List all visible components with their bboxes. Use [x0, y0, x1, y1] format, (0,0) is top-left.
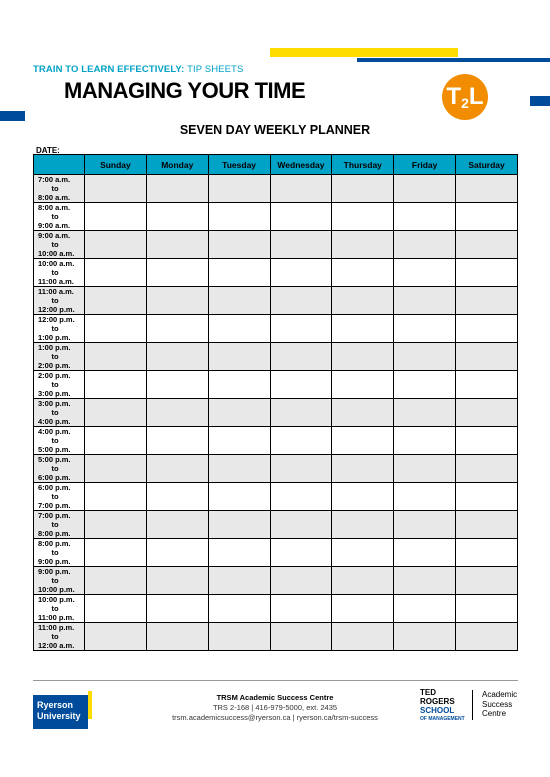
planner-cell-thursday[interactable]: [332, 259, 394, 287]
planner-cell-tuesday[interactable]: [208, 343, 270, 371]
planner-cell-monday[interactable]: [146, 539, 208, 567]
planner-cell-sunday[interactable]: [85, 259, 147, 287]
planner-cell-sunday[interactable]: [85, 511, 147, 539]
time-slot-start: 1:00 p.m.: [38, 343, 71, 352]
planner-cell-saturday[interactable]: [456, 427, 518, 455]
table-row: [34, 343, 518, 371]
planner-cell-tuesday[interactable]: [208, 483, 270, 511]
planner-cell-sunday[interactable]: [85, 315, 147, 343]
management-text: OF MANAGEMENT: [420, 716, 465, 722]
table-row: [34, 511, 518, 539]
planner-cell-tuesday[interactable]: [208, 567, 270, 595]
planner-cell-saturday[interactable]: [456, 567, 518, 595]
ryerson-line1: Ryerson: [37, 700, 74, 710]
planner-cell-thursday[interactable]: [332, 231, 394, 259]
time-slot-label: [34, 511, 85, 539]
day-header-saturday: Saturday: [456, 155, 518, 175]
planner-cell-tuesday[interactable]: [208, 399, 270, 427]
planner-cell-saturday[interactable]: [456, 259, 518, 287]
planner-cell-monday[interactable]: [146, 287, 208, 315]
ted-text: TED: [420, 688, 436, 697]
planner-cell-wednesday[interactable]: [270, 623, 332, 651]
time-slot-end: 8:00 a.m.: [38, 193, 71, 202]
time-slot-mid: to: [51, 492, 59, 501]
planner-cell-sunday[interactable]: [85, 455, 147, 483]
school-text: SCHOOL: [420, 706, 455, 715]
planner-cell-thursday[interactable]: [332, 595, 394, 623]
time-slot-mid: to: [51, 324, 59, 333]
planner-cell-saturday[interactable]: [456, 371, 518, 399]
planner-cell-monday[interactable]: [146, 175, 208, 203]
planner-cell-friday[interactable]: [394, 455, 456, 483]
planner-cell-thursday[interactable]: [332, 427, 394, 455]
time-slot-end: 1:00 p.m.: [38, 333, 71, 342]
planner-cell-friday[interactable]: [394, 399, 456, 427]
day-header-sunday: Sunday: [85, 155, 147, 175]
time-slot-start: 2:00 p.m.: [38, 371, 71, 380]
time-slot-label: [34, 399, 85, 427]
planner-cell-friday[interactable]: [394, 175, 456, 203]
time-slot-start: 10:00 a.m.: [38, 259, 75, 268]
time-slot-mid: to: [51, 436, 59, 445]
table-row: [34, 539, 518, 567]
left-blue-bar: [0, 111, 25, 121]
planner-cell-monday[interactable]: [146, 399, 208, 427]
planner-cell-wednesday[interactable]: [270, 427, 332, 455]
planner-cell-thursday[interactable]: [332, 511, 394, 539]
time-slot-label: [34, 175, 85, 203]
planner-cell-friday[interactable]: [394, 539, 456, 567]
planner-cell-tuesday[interactable]: [208, 203, 270, 231]
planner-cell-friday[interactable]: [394, 231, 456, 259]
planner-cell-sunday[interactable]: [85, 203, 147, 231]
planner-cell-saturday[interactable]: [456, 595, 518, 623]
planner-cell-monday[interactable]: [146, 259, 208, 287]
table-row: [34, 287, 518, 315]
planner-cell-monday[interactable]: [146, 427, 208, 455]
planner-cell-monday[interactable]: [146, 203, 208, 231]
contact-line: TRS 2-168 | 416-979-5000, ext. 2435: [212, 703, 338, 712]
planner-cell-wednesday[interactable]: [270, 539, 332, 567]
logo-t: T: [446, 83, 462, 110]
planner-cell-monday[interactable]: [146, 511, 208, 539]
time-slot-mid: to: [51, 352, 59, 361]
planner-cell-monday[interactable]: [146, 371, 208, 399]
planner-cell-thursday[interactable]: [332, 483, 394, 511]
planner-cell-wednesday[interactable]: [270, 371, 332, 399]
planner-cell-tuesday[interactable]: [208, 259, 270, 287]
time-slot-mid: to: [51, 520, 59, 529]
planner-cell-tuesday[interactable]: [208, 427, 270, 455]
planner-cell-monday[interactable]: [146, 567, 208, 595]
time-slot-label: [34, 539, 85, 567]
time-slot-end: 10:00 a.m.: [38, 249, 75, 258]
footer-divider: [33, 680, 518, 681]
planner-cell-thursday[interactable]: [332, 343, 394, 371]
time-slot-mid: to: [51, 464, 59, 473]
day-header-tuesday: Tuesday: [208, 155, 270, 175]
planner-cell-wednesday[interactable]: [270, 455, 332, 483]
header-kicker: [33, 64, 243, 75]
planner-cell-thursday[interactable]: [332, 371, 394, 399]
planner-cell-wednesday[interactable]: [270, 175, 332, 203]
ryerson-logo: [33, 695, 88, 729]
planner-cell-tuesday[interactable]: [208, 371, 270, 399]
table-row: [34, 483, 518, 511]
table-row: [34, 203, 518, 231]
planner-cell-monday[interactable]: [146, 455, 208, 483]
time-slot-start: 9:00 p.m.: [38, 567, 71, 576]
time-slot-mid: to: [51, 576, 59, 585]
time-slot-start: 11:00 a.m.: [38, 287, 74, 296]
planner-cell-wednesday[interactable]: [270, 315, 332, 343]
time-slot-mid: to: [51, 240, 59, 249]
time-slot-mid: to: [51, 604, 59, 613]
planner-cell-friday[interactable]: [394, 511, 456, 539]
table-row: [34, 371, 518, 399]
centre-name: TRSM Academic Success Centre: [216, 693, 334, 702]
time-slot-label: [34, 259, 85, 287]
planner-cell-friday[interactable]: [394, 371, 456, 399]
planner-cell-sunday[interactable]: [85, 175, 147, 203]
logo-divider: [472, 690, 473, 720]
planner-cell-tuesday[interactable]: [208, 287, 270, 315]
time-slot-end: 10:00 p.m.: [38, 585, 75, 594]
right-blue-bar: [530, 96, 550, 106]
time-slot-end: 8:00 p.m.: [38, 529, 71, 538]
time-slot-start: 3:00 p.m.: [38, 399, 71, 408]
weekly-planner-table: [33, 154, 518, 651]
planner-cell-tuesday[interactable]: [208, 175, 270, 203]
time-slot-label: [34, 343, 85, 371]
time-slot-label: [34, 371, 85, 399]
planner-cell-monday[interactable]: [146, 595, 208, 623]
table-row: [34, 175, 518, 203]
planner-cell-saturday[interactable]: [456, 399, 518, 427]
time-slot-start: 8:00 a.m.: [38, 203, 71, 212]
time-slot-start: 11:00 p.m.: [38, 623, 75, 632]
planner-cell-sunday[interactable]: [85, 567, 147, 595]
ryerson-line2: University: [37, 711, 81, 721]
planner-cell-monday[interactable]: [146, 483, 208, 511]
top-yellow-bar: [270, 48, 458, 57]
planner-cell-tuesday[interactable]: [208, 315, 270, 343]
time-slot-mid: to: [51, 184, 59, 193]
time-slot-mid: to: [51, 268, 59, 277]
ryerson-yellow-bar: [88, 691, 92, 719]
planner-cell-thursday[interactable]: [332, 175, 394, 203]
planner-cell-sunday[interactable]: [85, 399, 147, 427]
time-slot-label: [34, 595, 85, 623]
time-slot-end: 2:00 p.m.: [38, 361, 71, 370]
time-slot-start: 5:00 p.m.: [38, 455, 71, 464]
planner-cell-thursday[interactable]: [332, 287, 394, 315]
planner-cell-sunday[interactable]: [85, 287, 147, 315]
planner-cell-friday[interactable]: [394, 343, 456, 371]
t2l-logo: [442, 74, 488, 120]
planner-cell-saturday[interactable]: [456, 175, 518, 203]
planner-cell-wednesday[interactable]: [270, 343, 332, 371]
planner-cell-saturday[interactable]: [456, 539, 518, 567]
planner-cell-thursday[interactable]: [332, 315, 394, 343]
time-slot-label: [34, 287, 85, 315]
table-row: [34, 399, 518, 427]
planner-cell-saturday[interactable]: [456, 231, 518, 259]
time-slot-start: 8:00 p.m.: [38, 539, 71, 548]
logo-l: L: [468, 83, 484, 110]
planner-cell-friday[interactable]: [394, 259, 456, 287]
ted-rogers-logo: [420, 688, 465, 724]
time-slot-mid: to: [51, 408, 59, 417]
time-slot-mid: to: [51, 380, 59, 389]
time-slot-start: 4:00 p.m.: [38, 427, 71, 436]
acad-line3: Centre: [482, 709, 507, 718]
time-slot-label: [34, 455, 85, 483]
time-slot-end: 11:00 p.m.: [38, 613, 75, 622]
time-slot-mid: to: [51, 632, 59, 641]
logo-sub: 2: [461, 95, 469, 111]
planner-cell-friday[interactable]: [394, 427, 456, 455]
planner-cell-saturday[interactable]: [456, 623, 518, 651]
time-slot-end: 5:00 p.m.: [38, 445, 71, 454]
kicker-bold: TRAIN TO LEARN EFFECTIVELY:: [33, 64, 185, 75]
planner-cell-saturday[interactable]: [456, 203, 518, 231]
planner-cell-wednesday[interactable]: [270, 259, 332, 287]
planner-cell-friday[interactable]: [394, 203, 456, 231]
planner-cell-thursday[interactable]: [332, 623, 394, 651]
planner-cell-sunday[interactable]: [85, 623, 147, 651]
time-slot-label: [34, 231, 85, 259]
time-slot-mid: to: [51, 296, 59, 305]
planner-cell-saturday[interactable]: [456, 287, 518, 315]
planner-cell-saturday[interactable]: [456, 455, 518, 483]
table-row: [34, 427, 518, 455]
table-row: [34, 623, 518, 651]
time-slot-start: 9:00 a.m.: [38, 231, 71, 240]
planner-cell-sunday[interactable]: [85, 231, 147, 259]
acad-line2: Success: [482, 699, 513, 709]
planner-cell-tuesday[interactable]: [208, 511, 270, 539]
planner-cell-monday[interactable]: [146, 623, 208, 651]
time-slot-label: [34, 315, 85, 343]
table-row: [34, 567, 518, 595]
planner-cell-wednesday[interactable]: [270, 203, 332, 231]
planner-cell-tuesday[interactable]: [208, 623, 270, 651]
academic-success-centre-logo: [482, 690, 517, 719]
planner-cell-tuesday[interactable]: [208, 455, 270, 483]
planner-cell-saturday[interactable]: [456, 343, 518, 371]
time-slot-end: 9:00 p.m.: [38, 557, 71, 566]
table-row: [34, 259, 518, 287]
planner-cell-friday[interactable]: [394, 567, 456, 595]
time-slot-end: 3:00 p.m.: [38, 389, 71, 398]
planner-cell-friday[interactable]: [394, 595, 456, 623]
page-title: MANAGING YOUR TIME: [64, 78, 306, 103]
planner-cell-tuesday[interactable]: [208, 231, 270, 259]
planner-subtitle: SEVEN DAY WEEKLY PLANNER: [179, 123, 371, 137]
table-row: [34, 455, 518, 483]
footer-contact: [150, 693, 400, 723]
time-slot-start: 12:00 p.m.: [38, 315, 75, 324]
planner-cell-monday[interactable]: [146, 343, 208, 371]
acad-line1: Academic: [482, 690, 518, 699]
time-slot-end: 12:00 p.m.: [38, 305, 75, 314]
time-slot-label: [34, 427, 85, 455]
time-slot-start: 10:00 p.m.: [38, 595, 75, 604]
top-blue-bar: [357, 58, 550, 62]
time-slot-end: 7:00 p.m.: [38, 501, 71, 510]
time-slot-start: 6:00 p.m.: [38, 483, 71, 492]
planner-cell-thursday[interactable]: [332, 455, 394, 483]
planner-cell-wednesday[interactable]: [270, 567, 332, 595]
planner-cell-sunday[interactable]: [85, 427, 147, 455]
table-row: [34, 595, 518, 623]
table-row: [34, 231, 518, 259]
planner-cell-sunday[interactable]: [85, 539, 147, 567]
time-slot-end: 11:00 a.m.: [38, 277, 74, 286]
planner-body: [34, 175, 518, 651]
planner-cell-wednesday[interactable]: [270, 231, 332, 259]
time-slot-start: 7:00 p.m.: [38, 511, 71, 520]
time-slot-end: 12:00 a.m.: [38, 641, 75, 650]
planner-cell-saturday[interactable]: [456, 511, 518, 539]
planner-cell-wednesday[interactable]: [270, 595, 332, 623]
planner-cell-monday[interactable]: [146, 231, 208, 259]
day-header-thursday: Thursday: [332, 155, 394, 175]
planner-cell-sunday[interactable]: [85, 343, 147, 371]
planner-cell-thursday[interactable]: [332, 399, 394, 427]
planner-cell-saturday[interactable]: [456, 315, 518, 343]
time-slot-mid: to: [51, 212, 59, 221]
planner-cell-wednesday[interactable]: [270, 399, 332, 427]
planner-cell-wednesday[interactable]: [270, 483, 332, 511]
planner-cell-friday[interactable]: [394, 483, 456, 511]
planner-cell-tuesday[interactable]: [208, 539, 270, 567]
planner-cell-sunday[interactable]: [85, 371, 147, 399]
planner-cell-thursday[interactable]: [332, 567, 394, 595]
planner-cell-monday[interactable]: [146, 315, 208, 343]
planner-cell-tuesday[interactable]: [208, 595, 270, 623]
planner-cell-sunday[interactable]: [85, 483, 147, 511]
planner-cell-wednesday[interactable]: [270, 511, 332, 539]
date-label: DATE:: [36, 146, 60, 155]
time-slot-end: 4:00 p.m.: [38, 417, 71, 426]
table-row: [34, 315, 518, 343]
rogers-text: ROGERS: [420, 697, 455, 706]
day-header-wednesday: Wednesday: [270, 155, 332, 175]
planner-cell-friday[interactable]: [394, 315, 456, 343]
planner-header-row: [34, 155, 518, 175]
time-slot-label: [34, 203, 85, 231]
planner-cell-wednesday[interactable]: [270, 287, 332, 315]
planner-cell-friday[interactable]: [394, 623, 456, 651]
planner-cell-thursday[interactable]: [332, 539, 394, 567]
time-slot-mid: to: [51, 548, 59, 557]
day-header-monday: Monday: [146, 155, 208, 175]
time-slot-label: [34, 483, 85, 511]
day-header-friday: Friday: [394, 155, 456, 175]
planner-cell-thursday[interactable]: [332, 203, 394, 231]
time-column-header: [34, 155, 85, 175]
planner-cell-sunday[interactable]: [85, 595, 147, 623]
time-slot-end: 9:00 a.m.: [38, 221, 71, 230]
time-slot-end: 6:00 p.m.: [38, 473, 71, 482]
planner-cell-saturday[interactable]: [456, 483, 518, 511]
planner-cell-friday[interactable]: [394, 287, 456, 315]
time-slot-label: [34, 567, 85, 595]
kicker-light: TIP SHEETS: [187, 64, 244, 75]
time-slot-start: 7:00 a.m.: [38, 175, 71, 184]
web-line: trsm.academicsuccess@ryerson.ca | ryerson.ca/trsm-success: [172, 713, 378, 722]
time-slot-label: [34, 623, 85, 651]
